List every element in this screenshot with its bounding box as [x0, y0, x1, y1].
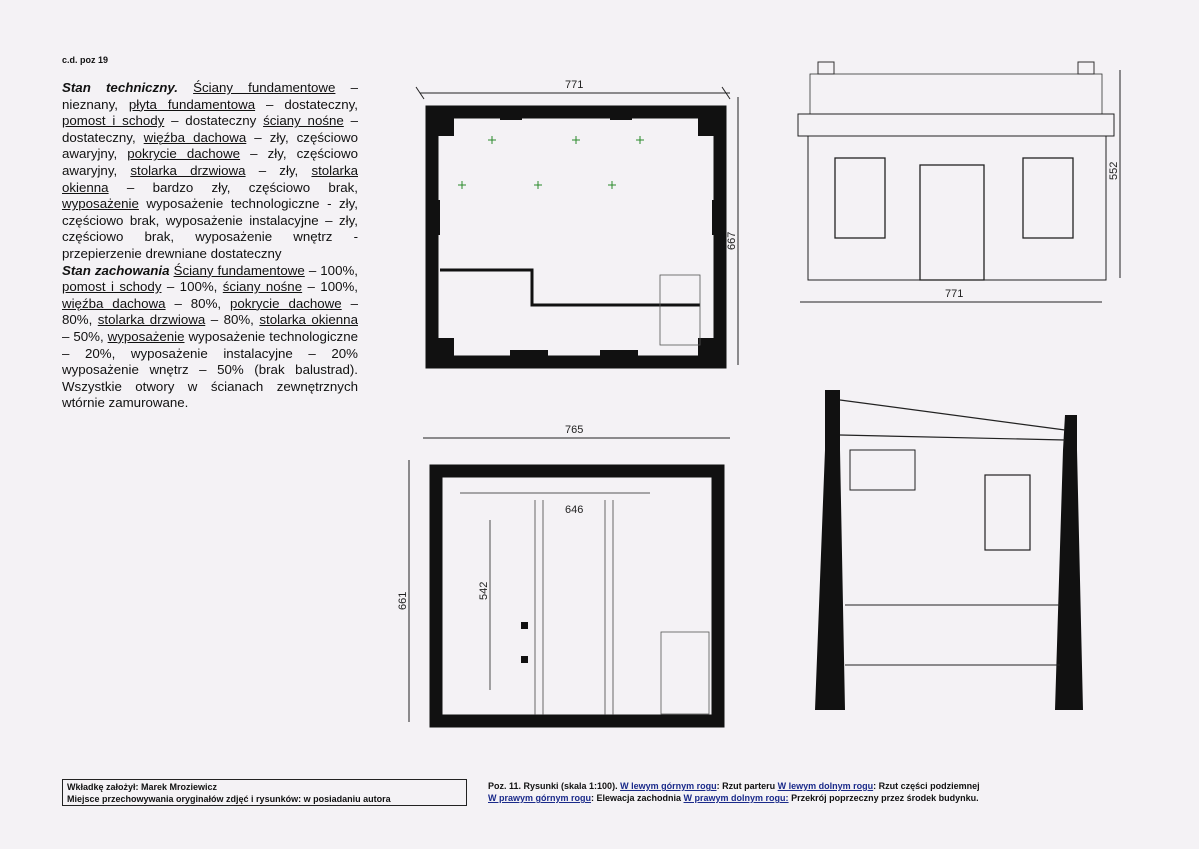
- ground-floor-plan: [410, 75, 755, 375]
- text-run: – zły,: [245, 162, 312, 178]
- text-run: – 80%,: [205, 312, 260, 328]
- caption-text: : Rzut części podziemnej: [873, 781, 980, 791]
- preservation-heading: Stan zachowania: [62, 262, 170, 278]
- text-run: – zły, częściowo awaryjny,: [62, 129, 358, 162]
- term: pokrycie dachowe: [127, 146, 241, 162]
- marker: [521, 622, 528, 629]
- text-run: wyposażenie technologiczne – 20%, wyposażenie instalacyjne – 20% wyposażenie wnętrz – 50% (brak balustrad). Wszystkie otwory w ścianach zewnętrznych wtórnie zamurowane.: [62, 328, 358, 411]
- plan-depth-label: 667: [726, 231, 738, 250]
- section-window-right: [985, 475, 1030, 550]
- text-run: – dostateczny: [164, 113, 264, 129]
- text-run: – dostateczny,: [255, 96, 358, 112]
- text-run: – 50%,: [62, 328, 108, 344]
- plan-width-label: 771: [565, 79, 584, 91]
- text-run: – nieznany,: [62, 80, 358, 112]
- cornice: [798, 114, 1114, 136]
- caption-text: Poz. 11. Rysunki (skala 1:100).: [488, 781, 621, 791]
- attic-parapet: [810, 74, 1102, 114]
- foundation-beams: [535, 500, 613, 715]
- window-left: [835, 158, 885, 238]
- chimney: [1078, 62, 1094, 74]
- term: więźba dachowa: [143, 129, 247, 145]
- footer-storage: Miejsce przechowywania oryginałów zdjęć i rysunków: w posiadaniu autora: [67, 794, 391, 804]
- basement-stairs: [661, 632, 709, 714]
- staircase: [660, 275, 700, 345]
- figure-caption: [488, 780, 1128, 804]
- basement-width-label: 765: [565, 424, 584, 436]
- caption-text: Przekrój poprzeczny przez środek budynku.: [788, 793, 979, 803]
- marker: [521, 656, 528, 663]
- entrance-door: [920, 165, 984, 280]
- term: wyposażenie: [62, 196, 139, 212]
- term: ściany nośne: [263, 113, 344, 129]
- roof-line: [840, 400, 1065, 430]
- term: ściany nośne: [222, 279, 303, 295]
- cross-section: [815, 380, 1095, 720]
- term: stolarka drzwiowa: [97, 312, 206, 328]
- text-run: – 100%,: [304, 262, 358, 278]
- text-run: – dostateczny,: [62, 113, 358, 145]
- left-wall-section: [815, 390, 845, 710]
- caption-term: W prawym dolnym rogu:: [683, 793, 789, 803]
- position-label: c.d. poz 19: [62, 55, 109, 65]
- text-run: – 80%,: [62, 295, 359, 328]
- text-run: wyposażenie technologiczne - zły, częściowo brak, wyposażenie instalacyjne – zły, częściowo brak, wyposażenie wnętrz - przepierzenie drewniane dostateczny: [62, 196, 358, 261]
- text-run: – 100%,: [302, 279, 358, 295]
- chimney: [818, 62, 834, 74]
- ceiling-line: [840, 435, 1065, 440]
- caption-text: : Rzut parteru: [716, 781, 778, 791]
- text-run: – zły, częściowo awaryjny,: [62, 146, 358, 178]
- basement-inner-depth-label: 542: [478, 581, 490, 600]
- technical-condition-heading: Stan techniczny: [62, 80, 175, 95]
- term: stolarka drzwiowa: [130, 162, 246, 178]
- term: stolarka okienna: [259, 312, 358, 328]
- term: wyposażenie: [107, 328, 185, 344]
- basement-plan: [395, 420, 740, 735]
- caption-term: W lewym dolnym rogu: [777, 781, 874, 791]
- elevation-width-label: 771: [945, 288, 964, 300]
- term: Ściany fundamentowe: [193, 80, 336, 95]
- term: pomost i schody: [62, 279, 162, 295]
- term: pokrycie dachowe: [230, 295, 342, 311]
- term: pomost i schody: [62, 113, 165, 129]
- basement-inner-width-label: 646: [565, 504, 584, 516]
- footer-author: Wkładkę założył: Marek Mroziewicz: [67, 782, 218, 792]
- text-run: – 80%,: [165, 295, 231, 311]
- footer-box: [62, 779, 467, 806]
- term: stolarka okienna: [62, 162, 358, 195]
- text-run: – 100%,: [161, 279, 223, 295]
- window-right: [1023, 158, 1073, 238]
- term: Ściany fundamentowe: [173, 262, 305, 278]
- basement-depth-label: 661: [397, 591, 409, 610]
- section-window: [850, 450, 915, 490]
- right-wall-section: [1055, 415, 1083, 710]
- term: płyta fundamentowa: [128, 96, 256, 112]
- caption-text: : Elewacja zachodnia: [591, 793, 684, 803]
- caption-term: W lewym górnym rogu: [620, 781, 717, 791]
- term: więźba dachowa: [62, 295, 166, 311]
- elevation-height-label: 552: [1108, 161, 1120, 180]
- caption-term: W prawym górnym rogu: [488, 793, 592, 803]
- column-markers: [458, 136, 644, 189]
- west-elevation: [790, 50, 1140, 310]
- condition-description: Stan techniczny. Ściany fundamentowe – nieznany, płyta fundamentowa – dostateczny, pomost i schody – dostateczny ściany nośne – dostateczny, więźba dachowa – zły, częściowo awaryjny, pokrycie dachowe – zły, częściowo awaryjny, stolarka drzwiowa – zły, stolarka okienna – bardzo zły, częściowo brak, wyposażenie wyposażenie technologiczne - zły, częściowo brak, wyposażenie instalacyjne – zły, częściowo brak, wyposażenie wnętrz - przepierzenie drewniane dostateczny Stan zachowania Ściany fundamentowe – 100%, pomost i schody – 100%, ściany nośne – 100%, więźba dachowa – 80%, pokrycie dachowe – 80%, stolarka drzwiowa – 80%, stolarka okienna – 50%, wyposażenie wyposażenie technologiczne – 20%, wyposażenie instalacyjne – 20% wyposażenie wnętrz – 50% (brak balustrad). Wszystkie otwory w ścianach zewnętrznych wtórnie zamurowane.: [62, 80, 359, 411]
- outer-walls: [432, 112, 720, 362]
- text-run: – bardzo zły, częściowo brak,: [108, 179, 358, 195]
- wall-piers: [426, 106, 726, 368]
